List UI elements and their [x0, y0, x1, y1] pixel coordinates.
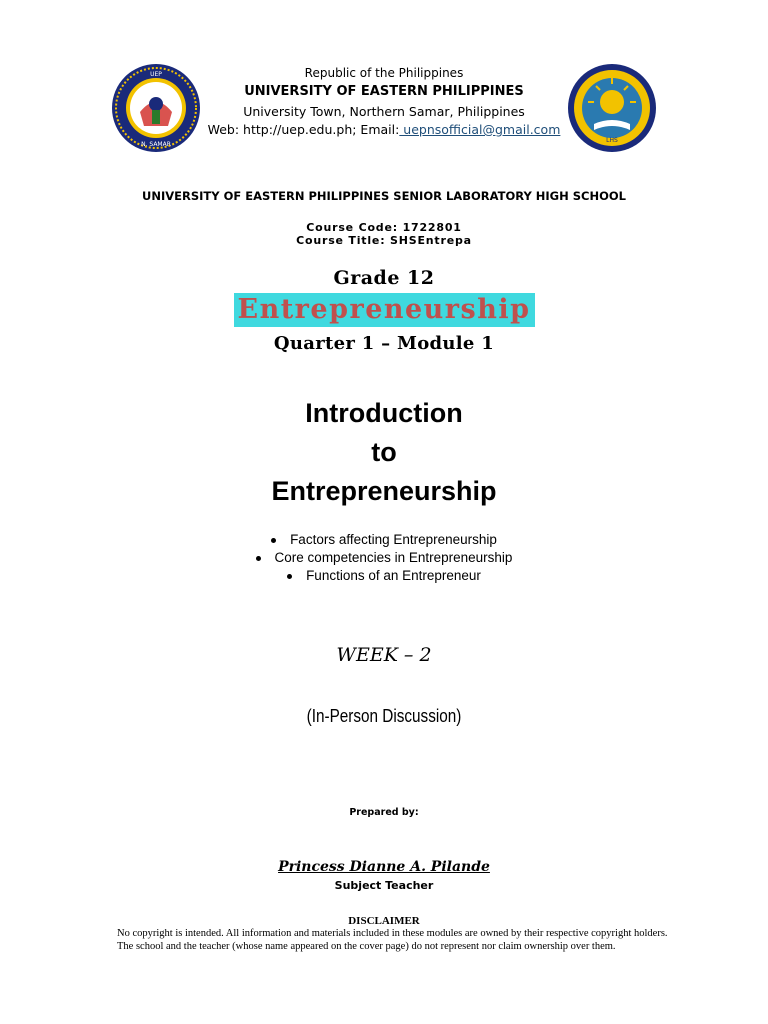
- contact-line: [0, 122, 768, 137]
- bullet-icon: [287, 574, 292, 579]
- title-line-2: to: [371, 437, 397, 467]
- quarter-module: Quarter 1 – Module 1: [273, 333, 495, 354]
- course-code: Course Code: 1722801: [306, 221, 462, 234]
- web-label: Web: http://uep.edu.ph; Email:: [207, 122, 400, 137]
- discussion-mode: (In-Person Discussion): [306, 706, 462, 726]
- course-title: Course Title: SHSEntrepa: [296, 234, 472, 247]
- topic-item: [0, 532, 768, 547]
- topic-text: Functions of an Entrepreneur: [306, 568, 481, 583]
- svg-text:N. SAMAR: N. SAMAR: [141, 141, 171, 148]
- svg-text:LHS: LHS: [606, 137, 618, 144]
- bullet-icon: [256, 556, 261, 561]
- teacher-role: Subject Teacher: [334, 879, 434, 892]
- bullet-icon: [271, 538, 276, 543]
- republic-line: Republic of the Philippines: [304, 66, 464, 80]
- teacher-signature-block: [0, 856, 768, 875]
- prepared-by-label: Prepared by:: [349, 807, 419, 818]
- subject-banner: [0, 293, 768, 327]
- university-address: University Town, Northern Samar, Philippines: [243, 104, 525, 119]
- title-line-3: Entrepreneurship: [271, 476, 497, 506]
- disclaimer-title: DISCLAIMER: [348, 915, 420, 927]
- topic-item: [0, 550, 768, 565]
- disclaimer-text: No copyright is intended. All information and materials included in these modules are owned by their respective copyright holders. The school and the teacher (whose name appeared on the cover page) do not represent nor claim ownership over them.: [117, 928, 668, 952]
- title-line-1: Introduction: [305, 398, 463, 428]
- svg-text:UEP: UEP: [150, 71, 162, 78]
- teacher-name: Princess Dianne A. Pilande: [278, 859, 490, 875]
- school-name: UNIVERSITY OF EASTERN PHILIPPINES SENIOR LABORATORY HIGH SCHOOL: [142, 189, 626, 203]
- topic-text: Factors affecting Entrepreneurship: [290, 532, 497, 547]
- subject-title: Entrepreneurship: [234, 293, 535, 327]
- university-name: UNIVERSITY OF EASTERN PHILIPPINES: [244, 84, 524, 99]
- grade-label: Grade 12: [333, 267, 435, 289]
- topic-item: [0, 568, 768, 583]
- email-link[interactable]: uepnsofficial@gmail.com: [399, 122, 561, 137]
- topic-text: Core competencies in Entrepreneurship: [274, 550, 513, 565]
- week-label: WEEK – 2: [336, 644, 432, 666]
